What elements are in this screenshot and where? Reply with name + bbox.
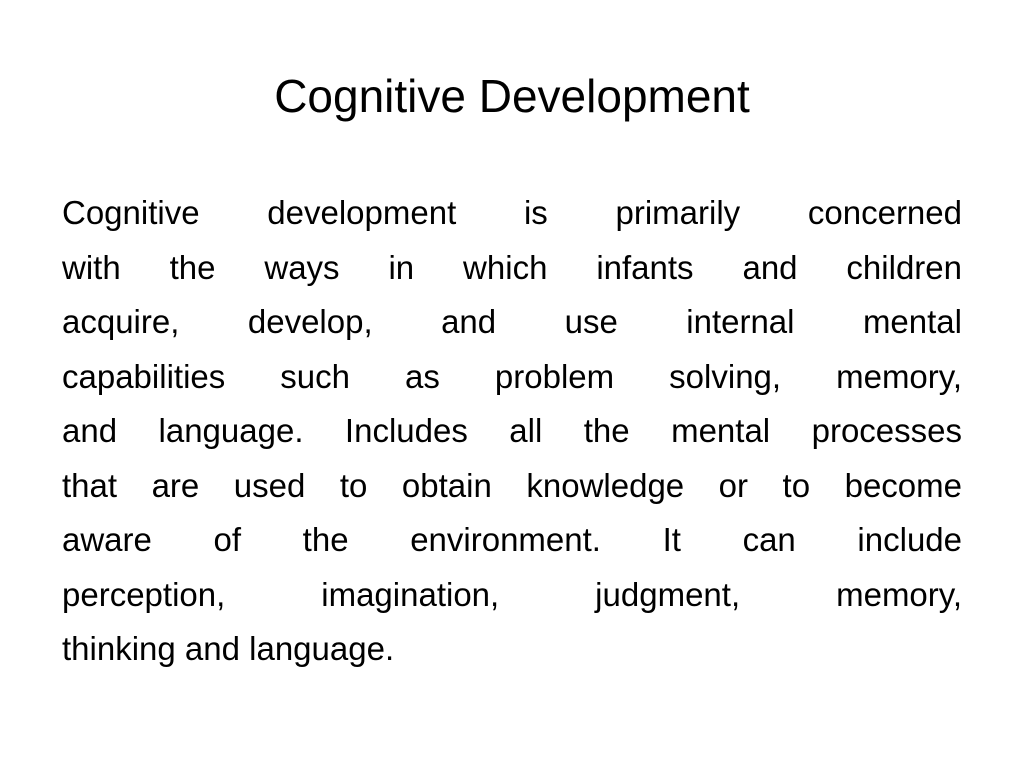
- slide-title: Cognitive Development: [274, 70, 750, 122]
- body-line-2: with the ways in which infants and children: [62, 248, 962, 286]
- body-line-3: acquire, develop, and use internal mental: [62, 303, 962, 340]
- body-line-9: thinking and language.: [62, 630, 395, 667]
- body-line-4: capabilities such as problem solving, memory,: [62, 357, 962, 395]
- body-line-6: that are used to obtain knowledge or to become: [62, 466, 962, 504]
- body-line-8: perception, imagination, judgment, memory,: [62, 575, 962, 613]
- body-line-1: Cognitive development is primarily concerned: [62, 194, 962, 231]
- slide-body: [62, 186, 962, 677]
- body-line-7: aware of the environment. It can include: [62, 521, 962, 558]
- body-line-5: and language. Includes all the mental processes: [62, 412, 962, 449]
